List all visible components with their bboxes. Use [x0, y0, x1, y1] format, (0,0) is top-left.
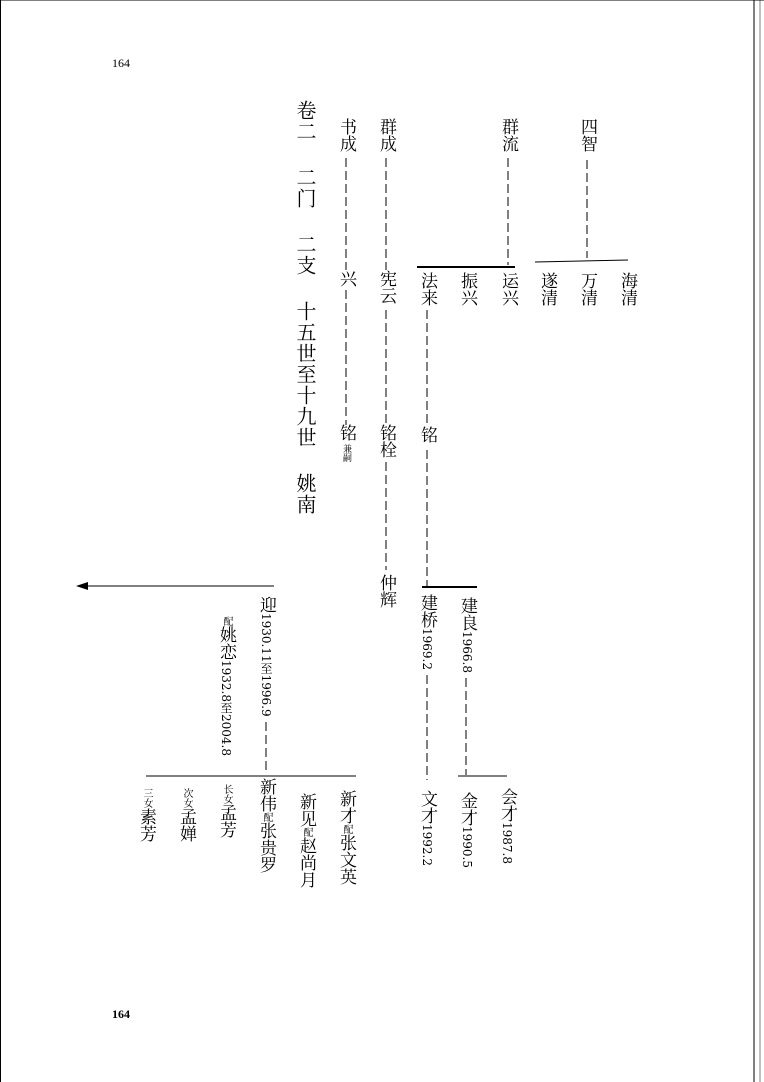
person-ying	[256, 596, 276, 717]
jincai-date: 1990.5	[460, 826, 474, 868]
person-falai: 法来	[417, 272, 437, 306]
person-zhonghui: 仲辉	[376, 574, 396, 608]
person-zhenxing: 振兴	[457, 272, 477, 306]
page-number-bottom: 164	[112, 1007, 130, 1021]
person-wanqing: 万清	[577, 272, 597, 306]
xincai-name: 新才	[336, 790, 356, 824]
person-huicai	[497, 788, 517, 864]
daughter-mengchan	[176, 788, 196, 842]
ying-date: 1930.11至1996.9	[259, 613, 273, 717]
mengchan-name: 孟婵	[176, 808, 196, 842]
jianliang-date: 1966.8	[460, 631, 474, 673]
person-xinwei	[256, 778, 276, 873]
wencai-date: 1992.2	[420, 824, 434, 866]
person-xianyun: 宪云	[376, 270, 396, 304]
continuation-arrow-head	[76, 582, 88, 590]
xinwei-spouse: 张贵罗	[256, 822, 276, 873]
daughter-label: 次女	[181, 788, 192, 808]
jianliang-name: 建良	[457, 597, 477, 631]
yaolian-name: 姚恋	[216, 626, 236, 660]
ying-name: 迎	[256, 596, 276, 613]
yaolian-date: 1932.8至2004.8	[219, 660, 233, 756]
huicai-name: 会才	[497, 788, 517, 822]
person-qunliu: 群流	[498, 118, 518, 152]
sufang-name: 素芳	[136, 808, 156, 842]
note-jiansi: 兼嗣	[341, 444, 351, 462]
person-wencai	[417, 790, 437, 866]
person-xing: 兴	[336, 270, 356, 287]
daughter-sufang	[136, 788, 156, 842]
bar-sizhi-sons	[535, 260, 628, 262]
xincai-spouse: 张文英	[336, 834, 356, 885]
xinwei-name: 新伟	[256, 778, 276, 812]
person-jianqiao	[417, 594, 437, 670]
person-ming-2: 铭	[417, 426, 437, 443]
person-haiqing: 海清	[617, 272, 637, 306]
jincai-name: 金才	[457, 792, 477, 826]
person-jianliang	[457, 597, 477, 673]
person-xincai	[336, 790, 356, 885]
pei-label: 配	[341, 824, 352, 834]
person-sizhi: 四智	[577, 118, 597, 152]
person-mingshuan: 铭栓	[376, 424, 396, 458]
pei-label: 配	[221, 616, 232, 626]
person-jincai	[457, 792, 477, 868]
daughter-label: 长女	[221, 784, 232, 804]
wencai-name: 文才	[417, 790, 437, 824]
person-suiqing: 遂清	[537, 272, 557, 306]
page-title: 卷二 二门 二支 十五世至十九世 姚南	[293, 100, 317, 515]
pei-label: 配	[261, 812, 272, 822]
huicai-date: 1987.8	[500, 822, 514, 864]
spouse-yaolian	[216, 616, 236, 756]
xinjian-spouse: 赵尚月	[296, 837, 316, 888]
person-xinjian	[296, 793, 316, 888]
daughter-mengfang	[216, 784, 236, 838]
page-number-top: 164	[112, 56, 130, 70]
xinjian-name: 新见	[296, 793, 316, 827]
pei-label: 配	[301, 827, 312, 837]
person-quncheng: 群成	[376, 118, 396, 152]
person-yunxing: 运兴	[498, 272, 518, 306]
jianqiao-name: 建桥	[417, 594, 437, 628]
daughter-label: 三女	[141, 788, 152, 808]
person-shucheng: 书成	[336, 118, 356, 152]
person-ming-1: 铭	[336, 424, 356, 441]
mengfang-name: 孟芳	[216, 804, 236, 838]
jianqiao-date: 1969.2	[420, 628, 434, 670]
